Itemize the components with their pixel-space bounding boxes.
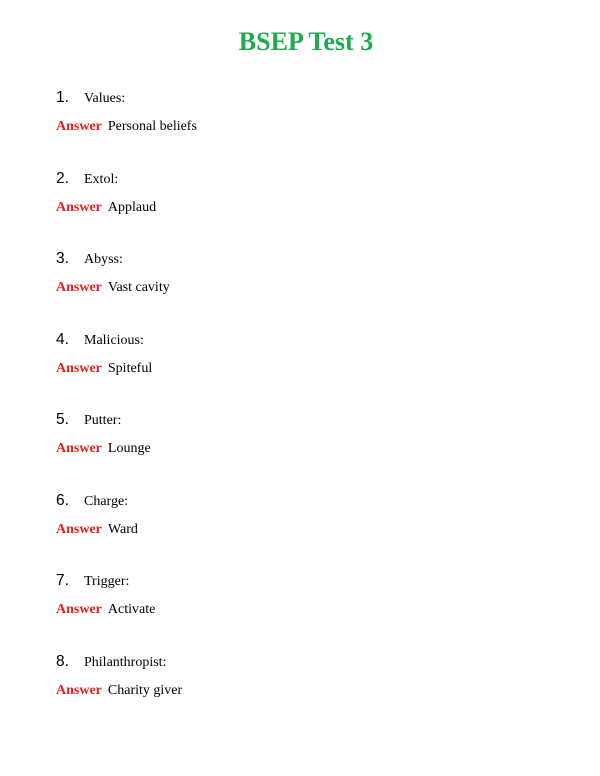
answer-line	[56, 519, 138, 541]
question-number: 2.	[56, 169, 69, 187]
answer-label: Answer	[56, 360, 102, 376]
question-number: 8.	[56, 652, 69, 670]
answer-line	[56, 358, 152, 380]
question-number: 4.	[56, 330, 69, 348]
question-number: 1.	[56, 89, 69, 106]
question-item-1	[56, 87, 556, 157]
question-item-2	[56, 168, 556, 238]
question-item-8	[56, 651, 556, 721]
question-number: 6.	[56, 491, 69, 509]
question-number: 7.	[56, 572, 69, 589]
question-text: Philanthropist:	[84, 654, 167, 670]
question-number: 3.	[56, 250, 69, 267]
question-item-7	[56, 570, 556, 640]
answer-line	[56, 277, 170, 299]
question-line	[56, 651, 166, 673]
question-text: Abyss:	[84, 252, 123, 267]
question-text: Trigger:	[84, 574, 130, 589]
answer-text: Lounge	[107, 441, 151, 456]
question-line	[56, 248, 123, 270]
answer-label: Answer	[56, 199, 102, 215]
question-line	[56, 490, 128, 512]
answer-text: Spiteful	[107, 360, 153, 376]
question-text: Putter:	[84, 413, 122, 428]
page-title: BSEP Test 3	[238, 27, 374, 56]
answer-label: Answer	[56, 280, 102, 295]
answer-text: Ward	[107, 521, 138, 537]
answer-label: Answer	[56, 119, 102, 134]
question-text: Malicious:	[84, 332, 144, 348]
question-line	[56, 409, 121, 431]
answer-line	[56, 438, 151, 460]
question-line	[56, 168, 118, 190]
question-line	[56, 329, 144, 351]
answer-line	[56, 680, 182, 702]
answer-line	[56, 599, 155, 621]
answer-text: Personal beliefs	[107, 119, 197, 134]
question-line	[56, 570, 129, 592]
answer-label: Answer	[56, 441, 102, 456]
question-text: Extol:	[84, 171, 119, 187]
answer-text: Applaud	[107, 199, 157, 215]
question-item-5	[56, 409, 556, 479]
answer-label: Answer	[56, 602, 102, 617]
question-line	[56, 87, 125, 109]
answer-line	[56, 197, 156, 219]
answer-label: Answer	[56, 682, 102, 698]
question-item-3	[56, 248, 556, 318]
question-item-6	[56, 490, 556, 560]
answer-text: Activate	[107, 602, 156, 617]
answer-line	[56, 116, 197, 138]
question-number: 5.	[56, 411, 69, 428]
question-text: Charge:	[84, 493, 129, 509]
answer-text: Vast cavity	[107, 280, 170, 295]
question-text: Values:	[84, 91, 126, 106]
answer-text: Charity giver	[107, 682, 183, 698]
answer-label: Answer	[56, 521, 102, 537]
question-item-4	[56, 329, 556, 399]
